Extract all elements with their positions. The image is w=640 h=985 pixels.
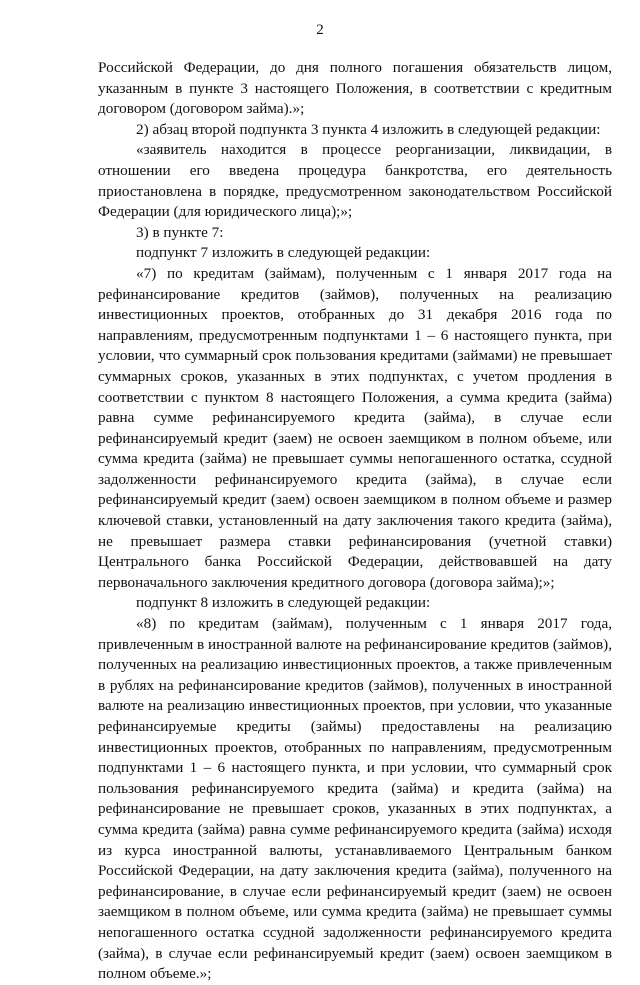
paragraph-continuation: Российской Федерации, до дня полного погашения обязательств лицом, указанным в пункте 3 настоящего Положения, в соответствии с кредитным договором (договором займа).»; bbox=[98, 59, 612, 118]
paragraph-applicant-status: «заявитель находится в процессе реорганизации, ликвидации, в отношении его введена процедура банкротства, его деятельность приостановлена в порядке, предусмотренном законодательством Российской Федерации (для юридического лица);»; bbox=[98, 141, 612, 221]
document-body bbox=[98, 58, 612, 985]
paragraph-subclause-8: «8) по кредитам (займам), полученным с 1 января 2017 года, привлеченным в иностранной валюте на рефинансирование кредитов (займов), полученных на реализацию инвестиционных проектов, а также привлеченным в рублях на рефинансирование кредитов (займов), полученных в иностранной валюте на реализацию инвестиционных проектов, при условии, что указанные рефинансируемые кредиты (займы) предоставлены на реализацию инвестиционных проектов, отобранных по направлениям, предусмотренным подпунктами 1 – 6 настоящего пункта, и при условии, что суммарный срок пользования рефинансируемого кредита (займа) и кредита (займа) на рефинансирование не превышает сроков, указанных в этих подпунктах, а сумма кредита (займа) равна сумме рефинансируемого кредита (займа) исходя из курса иностранной валюты, устанавливаемого Центральным банком Российской Федерации, на дату заключения кредита (займа), полученного на рефинансирование, в случае если рефинансируемый кредит (заем) не освоен заемщиком в полном объеме, или сумма кредита (займа) не превышает суммы непогашенного остатка ссудной задолженности рефинансируемого кредита (займа), в случае если рефинансируемый кредит (заем) освоен заемщиком в полном объеме.»; bbox=[98, 615, 612, 983]
page-number: 2 bbox=[316, 22, 324, 38]
paragraph-subclause-8-intro: подпункт 8 изложить в следующей редакции: bbox=[136, 594, 431, 612]
paragraph-subclause-7-intro: подпункт 7 изложить в следующей редакции: bbox=[136, 244, 431, 262]
paragraph-subclause-7: «7) по кредитам (займам), полученным с 1 января 2017 года на рефинансирование кредитов (займов), полученных на реализацию инвестиционных проектов, отобранных до 31 декабря 2016 года по направлениям, предусмотренным подпунктами 1 – 6 настоящего пункта, при условии, что суммарный срок пользования кредитами (займами) не превышает суммарных сроков, указанных в этих подпунктах, с учетом продления в соответствии с пунктом 8 настоящего Положения, а сумма кредита (займа) равна сумме рефинансируемого кредита (займа), в случае если рефинансируемый кредит (заем) не освоен заемщиком в полном объеме, или сумма кредита (займа) не превышает суммы непогашенного остатка, ссудной задолженности рефинансируемого кредита (займа), в случае если рефинансируемый кредит (заем) освоен заемщиком в полном объеме и размер ключевой ставки, установленный на дату заключения такого кредита (займа), не превышает размера ставки рефинансирования (учетной ставки) Центрального банка Российской Федерации, действовавшей на дату первоначального заключения кредитного договора (договора займа);»; bbox=[98, 264, 612, 591]
paragraph-amendment-3: 3) в пункте 7: bbox=[136, 223, 224, 241]
paragraph-amendment-2: 2) абзац второй подпункта 3 пункта 4 изложить в следующей редакции: bbox=[136, 120, 601, 138]
